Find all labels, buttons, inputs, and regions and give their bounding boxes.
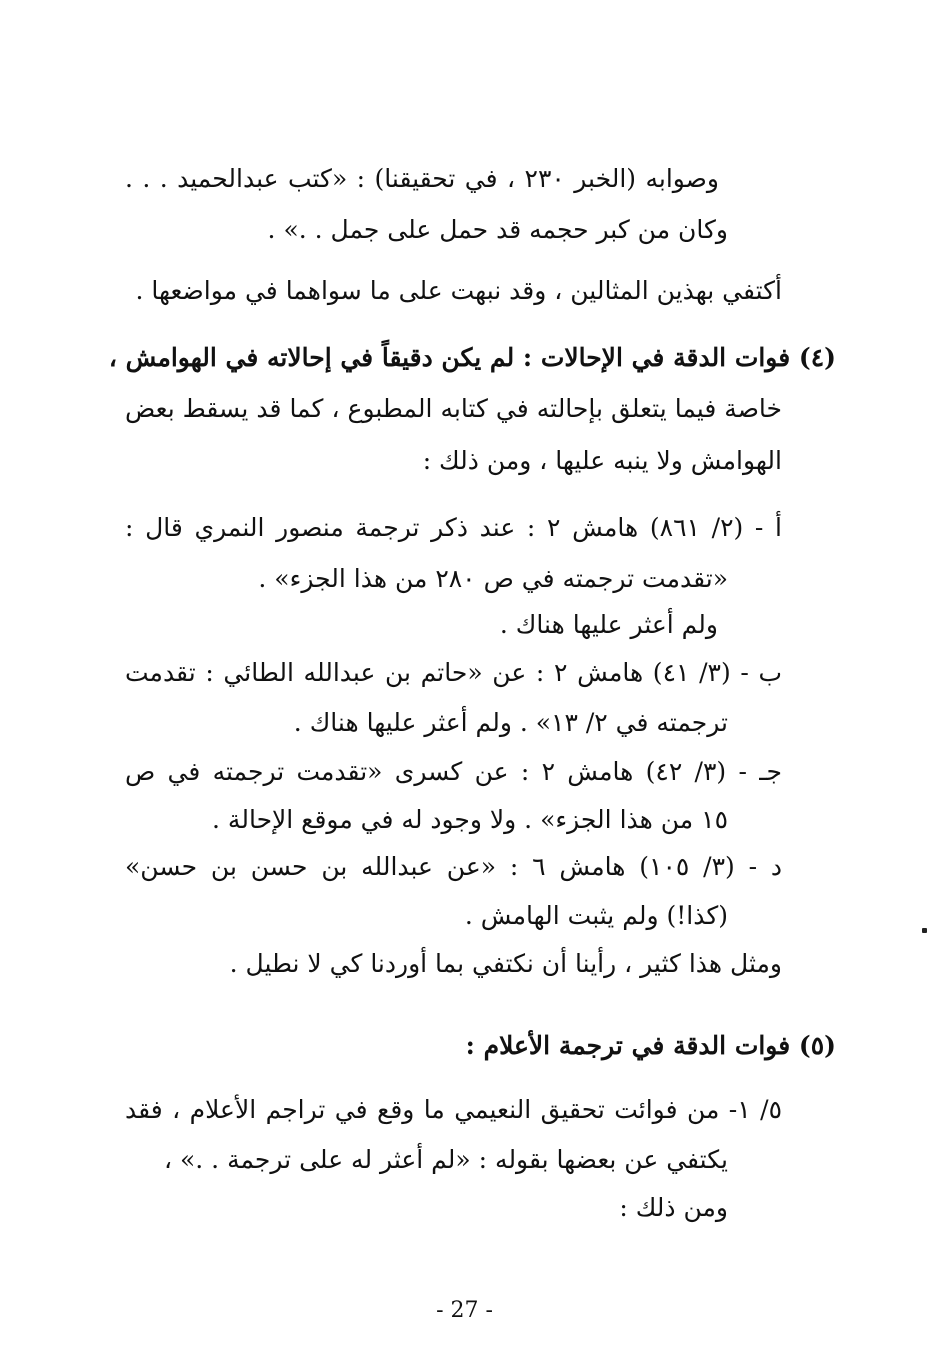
item-a-line-1: أ - (٢/ ٨٦١) هامش ٢ : عند ذكر ترجمة منصور النمري قال : — [125, 513, 783, 542]
section-4-heading: (٤) فوات الدقة في الإحالات : لم يكن دقيقاً في إحالاته في الهوامش ، — [108, 343, 836, 372]
item-a-line-3: ولم أعثر عليها هناك . — [499, 610, 718, 639]
text-line-6: الهوامش ولا ينبه عليها ، ومن ذلك : — [422, 446, 782, 475]
page-number: - 27 - — [436, 1298, 493, 1323]
section-5-heading: (٥) فوات الدقة في ترجمة الأعلام : — [465, 1031, 836, 1060]
item-a-line-2: «تقدمت ترجمته في ص ٢٨٠ من هذا الجزء» . — [258, 564, 728, 593]
item-c-line-1: جـ - (٣/ ٤٢) هامش ٢ : عن كسرى «تقدمت ترجمته في ص — [125, 757, 782, 786]
text-line-2: وكان من كبر حجمه قد حمل على جمل . .» . — [267, 215, 728, 244]
text-line-20: ومن ذلك : — [619, 1193, 728, 1222]
item-d-line-1: د - (٣/ ١٠٥) هامش ٦ : «عن عبدالله بن حسن بن حسن» — [125, 852, 782, 881]
item-b-line-1: ب - (٣/ ٤١) هامش ٢ : عن «حاتم بن عبدالله الطائي : تقدمت — [125, 658, 783, 687]
text-line-18: ٥/ ١- من فوائت تحقيق النعيمي ما وقع في تراجم الأعلام ، فقد — [125, 1095, 782, 1124]
text-line-3: أكتفي بهذين المثالين ، وقد نبهت على ما سواهما في مواضعها . — [135, 276, 782, 305]
scan-speck — [922, 928, 927, 933]
item-c-line-2: ١٥ من هذا الجزء» . ولا وجود له في موقع الإحالة . — [212, 805, 728, 834]
text-line-5: خاصة فيما يتعلق بإحالته في كتابه المطبوع ، كما قد يسقط بعض — [125, 394, 782, 423]
item-b-line-2: ترجمته في ٢/ ١٣» . ولم أعثر عليها هناك . — [293, 708, 728, 737]
text-line-1: وصوابه (الخبر ٢٣٠ ، في تحقيقنا) : «كتب عبدالحميد . . . — [125, 164, 719, 193]
text-line-16: ومثل هذا كثير ، رأينا أن نكتفي بما أوردنا كي لا نطيل . — [229, 949, 782, 978]
item-d-line-2: (كذا!) ولم يثبت الهامش . — [464, 901, 728, 930]
text-line-19: يكتفي عن بعضها بقوله : «لم أعثر له على ترجمة . .» ، — [163, 1145, 728, 1174]
